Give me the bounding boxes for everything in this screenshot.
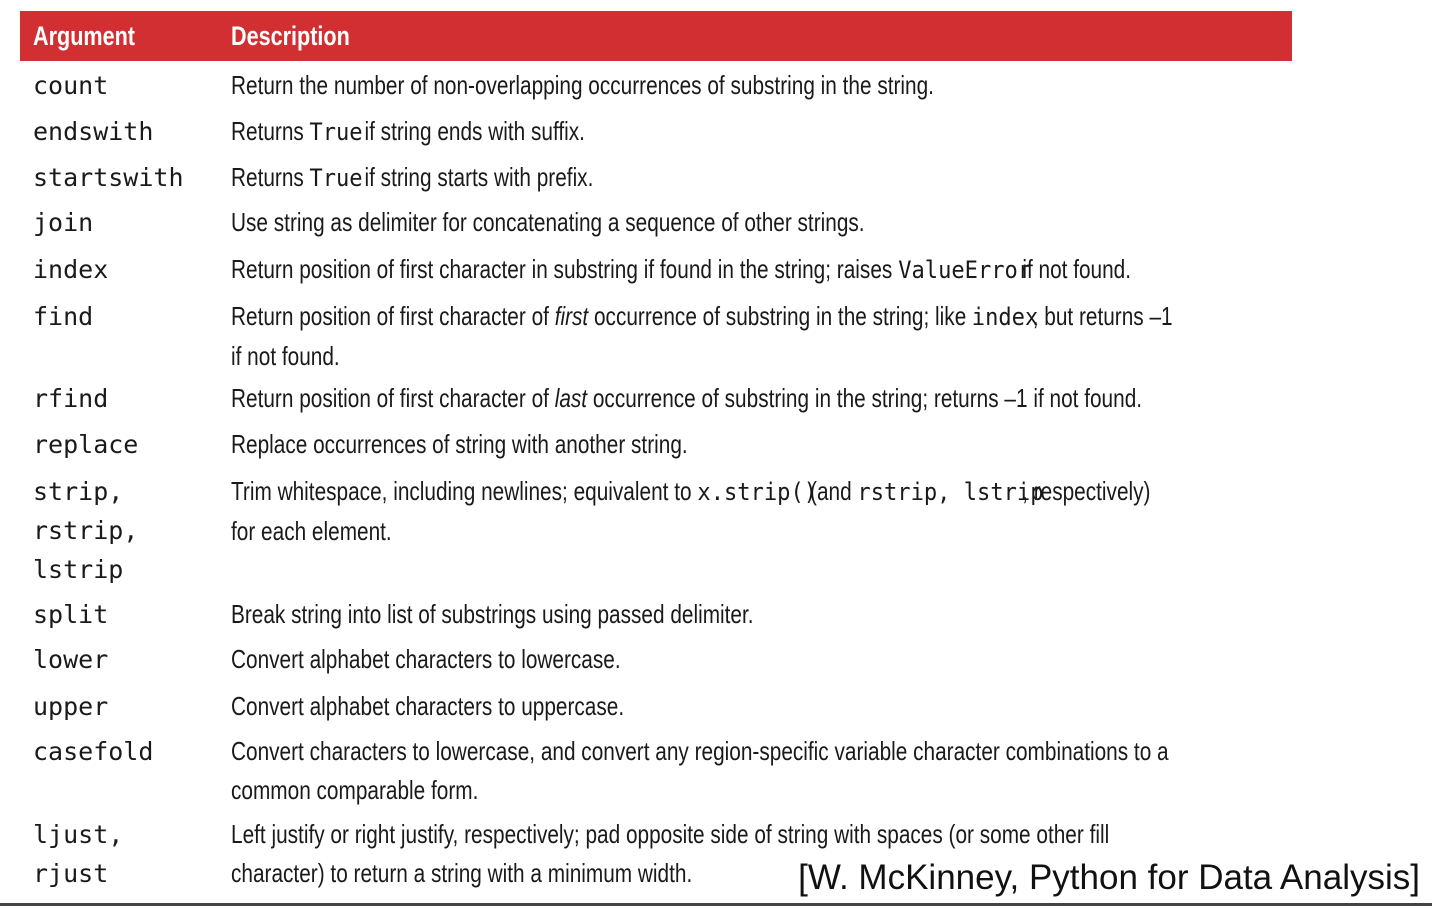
code-term: index: [972, 303, 1039, 331]
description-line: [231, 815, 1109, 854]
header-description: Description: [231, 21, 350, 51]
argument-name: rstrip,: [33, 516, 139, 545]
argument-name: endswith: [33, 117, 154, 146]
description-cell: [231, 66, 934, 105]
description-line: [231, 379, 1142, 418]
emphasis-text: last: [554, 383, 588, 413]
argument-name: replace: [33, 430, 139, 459]
description-line: [231, 640, 621, 679]
description-text: if not found.: [1016, 254, 1132, 284]
code-term: True: [309, 164, 363, 192]
description-text: Returns: [231, 116, 310, 146]
description-cell: [231, 297, 1173, 376]
table-header: [20, 11, 1292, 61]
description-line: [231, 158, 593, 198]
description-cell: [231, 472, 1150, 551]
description-cell: [231, 687, 624, 726]
argument-name: split: [33, 600, 109, 629]
description-line: [231, 250, 1131, 290]
description-line: [231, 595, 754, 634]
bottom-divider: [0, 903, 1432, 906]
argument-name: strip,: [33, 477, 124, 506]
argument-name: index: [33, 255, 109, 284]
description-text: Convert characters to lowercase, and convert any region-specific variable character combinations to a: [231, 736, 1169, 766]
argument-name: find: [33, 302, 94, 331]
source-credit: [W. McKinney, Python for Data Analysis]: [798, 858, 1420, 897]
description-cell: [231, 158, 593, 198]
description-text: for each element.: [231, 516, 392, 546]
description-text: Trim whitespace, including newlines; equivalent to: [231, 476, 698, 506]
description-cell: [231, 595, 754, 634]
description-line: [231, 687, 624, 726]
description-line: [231, 66, 934, 105]
argument-cell: [33, 687, 223, 726]
description-text: if string ends with suffix.: [358, 116, 585, 146]
description-text: Break string into list of substrings using passed delimiter.: [231, 599, 754, 629]
argument-name: rjust: [33, 859, 109, 888]
description-text: character) to return a string with a minimum width.: [231, 858, 693, 888]
argument-cell: [33, 297, 223, 336]
argument-name: upper: [33, 692, 109, 721]
description-line: [231, 112, 585, 152]
description-line: [231, 732, 1169, 771]
argument-cell: [33, 250, 223, 289]
description-text: Convert alphabet characters to uppercase.: [231, 691, 625, 721]
argument-name: rfind: [33, 384, 109, 413]
description-text: Return position of first character of: [231, 383, 555, 413]
description-line: [231, 425, 688, 464]
description-text: occurrence of substring in the string; returns –1 if not found.: [587, 383, 1143, 413]
description-text: if not found.: [231, 341, 340, 371]
description-cell: [231, 250, 1131, 290]
code-term: x.strip(): [697, 478, 817, 506]
description-text: , but returns –1: [1032, 301, 1173, 331]
description-text: Returns: [231, 162, 310, 192]
argument-cell: [33, 379, 223, 418]
description-text: Replace occurrences of string with another string.: [231, 429, 688, 459]
description-line: [231, 203, 865, 242]
argument-cell: [33, 112, 223, 151]
description-cell: [231, 640, 621, 679]
code-term: True: [309, 118, 363, 146]
argument-cell: [33, 595, 223, 634]
argument-cell: [33, 472, 223, 589]
description-cell: [231, 732, 1169, 810]
description-text: if string starts with prefix.: [358, 162, 594, 192]
code-term: ValueError: [898, 256, 1032, 284]
description-text: Return the number of non-overlapping occurrences of substring in the string.: [231, 70, 934, 100]
description-text: Convert alphabet characters to lowercase.: [231, 644, 621, 674]
argument-cell: [33, 640, 223, 679]
description-cell: [231, 112, 585, 152]
description-text: , respectively): [1022, 476, 1151, 506]
argument-cell: [33, 158, 223, 197]
description-cell: [231, 425, 688, 464]
code-term: rstrip, lstrip: [857, 478, 1044, 506]
description-text: (and: [804, 476, 858, 506]
argument-cell: [33, 732, 223, 771]
argument-cell: [33, 66, 223, 105]
argument-name: count: [33, 71, 109, 100]
description-text: common comparable form.: [231, 775, 479, 805]
description-cell: [231, 203, 865, 242]
argument-cell: [33, 425, 223, 464]
description-text: Left justify or right justify, respectively; pad opposite side of string with spaces (or some other fill: [231, 819, 1110, 849]
header-argument: Argument: [33, 21, 135, 51]
argument-name: casefold: [33, 737, 154, 766]
argument-name: join: [33, 208, 94, 237]
description-text: Return position of first character of: [231, 301, 555, 331]
description-line: [231, 771, 1169, 810]
argument-name: lstrip: [33, 555, 124, 584]
description-cell: [231, 379, 1142, 418]
argument-cell: [33, 815, 223, 893]
argument-name: ljust,: [33, 820, 124, 849]
emphasis-text: first: [554, 301, 589, 331]
description-line: [231, 337, 1173, 376]
description-text: Return position of first character in substring if found in the string; raises: [231, 254, 899, 284]
argument-name: startswith: [33, 163, 184, 192]
description-line: [231, 297, 1173, 337]
description-line: [231, 472, 1150, 512]
argument-cell: [33, 203, 223, 242]
description-text: occurrence of substring in the string; like: [588, 301, 973, 331]
argument-name: lower: [33, 645, 109, 674]
description-line: [231, 512, 1150, 551]
description-text: Use string as delimiter for concatenating a sequence of other strings.: [231, 207, 865, 237]
